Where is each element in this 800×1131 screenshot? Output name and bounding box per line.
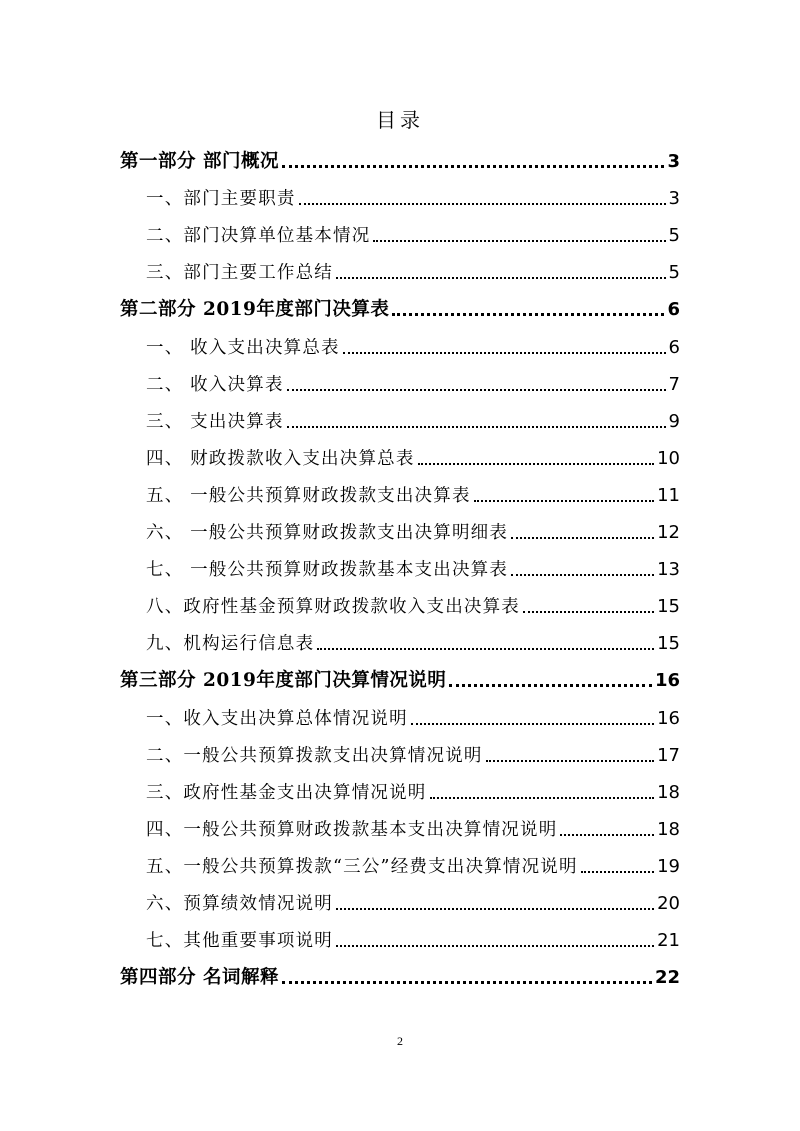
- toc-subsection-entry[interactable]: [120, 441, 680, 471]
- toc-subsection-entry[interactable]: [120, 775, 680, 805]
- toc-dot-leader: [486, 760, 654, 762]
- toc-dot-leader: [282, 165, 665, 168]
- toc-entry-title: 六、预算绩效情况说明: [146, 894, 333, 914]
- toc-entry-page-number: 3: [668, 188, 680, 210]
- toc-dot-leader: [343, 352, 666, 354]
- toc-entry-title: 三、政府性基金支出决算情况说明: [146, 782, 427, 803]
- toc-entry-page-number: 17: [657, 744, 680, 766]
- toc-dot-leader: [581, 871, 654, 873]
- toc-entry-page-number: 18: [657, 818, 680, 840]
- toc-entry-title: 二、 收入决算表: [146, 374, 284, 395]
- toc-entry-title: 一、 收入支出决算总表: [146, 337, 340, 358]
- toc-subsection-entry[interactable]: [120, 181, 680, 211]
- toc-subsection-entry[interactable]: [120, 478, 680, 508]
- toc-title: 目录: [376, 108, 424, 132]
- toc-subsection-entry[interactable]: [120, 255, 680, 285]
- toc-section-entry[interactable]: [120, 144, 680, 174]
- toc-entry-title: 第四部分 名词解释: [120, 967, 279, 989]
- toc-entry-page-number: 11: [657, 484, 680, 506]
- toc-entry-page-number: 6: [667, 299, 680, 321]
- toc-subsection-entry[interactable]: [120, 589, 680, 619]
- page-number: 2: [397, 1034, 403, 1048]
- toc-entry-title: 五、一般公共预算拨款“三公”经费支出决算情况说明: [146, 856, 578, 877]
- toc-entry-title: 七、 一般公共预算财政拨款基本支出决算表: [146, 560, 509, 581]
- toc-entry-page-number: 16: [654, 670, 680, 692]
- toc-entry-page-number: 22: [654, 967, 680, 989]
- toc-entry-title: 五、 一般公共预算财政拨款支出决算表: [146, 485, 471, 506]
- toc-dot-leader: [560, 834, 654, 836]
- toc-entry-title: 四、 财政拨款收入支出决算总表: [146, 448, 415, 469]
- toc-entry-page-number: 10: [657, 447, 680, 469]
- toc-dot-leader: [336, 908, 654, 910]
- toc-dot-leader: [511, 574, 654, 576]
- toc-dot-leader: [299, 203, 666, 205]
- toc-subsection-entry[interactable]: [120, 701, 680, 731]
- toc-subsection-entry[interactable]: [120, 626, 680, 656]
- toc-subsection-entry[interactable]: [120, 849, 680, 879]
- toc-entry-title: 一、收入支出决算总体情况说明: [146, 708, 408, 729]
- toc-entry-title: 九、机构运行信息表: [146, 634, 315, 655]
- toc-subsection-entry[interactable]: [120, 515, 680, 545]
- toc-entry-page-number: 3: [667, 151, 680, 172]
- toc-dot-leader: [282, 981, 652, 984]
- toc-subsection-entry[interactable]: [120, 367, 680, 397]
- toc-dot-leader: [418, 463, 655, 465]
- toc-subsection-entry[interactable]: [120, 738, 680, 768]
- toc-entry-page-number: 6: [668, 336, 680, 358]
- toc-subsection-entry[interactable]: [120, 218, 680, 248]
- toc-dot-leader: [287, 426, 666, 428]
- toc-entry-page-number: 15: [657, 633, 680, 655]
- toc-dot-leader: [287, 389, 666, 391]
- toc-entry-page-number: 19: [657, 855, 680, 877]
- toc-entry-title: 二、一般公共预算拨款支出决算情况说明: [146, 745, 483, 766]
- toc-entry-title: 第一部分 部门概况: [120, 151, 279, 172]
- toc-entry-title: 三、部门主要工作总结: [146, 263, 333, 284]
- toc-entry-page-number: 5: [668, 262, 680, 284]
- toc-subsection-entry[interactable]: [120, 404, 680, 434]
- toc-entry-page-number: 5: [668, 225, 680, 247]
- toc-dot-leader: [430, 797, 655, 799]
- toc-entry-title: 四、一般公共预算财政拨款基本支出决算情况说明: [146, 819, 558, 840]
- toc-subsection-entry[interactable]: [120, 812, 680, 842]
- toc-dot-leader: [336, 945, 654, 947]
- toc-dot-leader: [449, 684, 652, 687]
- toc-section-entry[interactable]: [120, 663, 680, 693]
- toc-entry-page-number: 7: [668, 373, 680, 395]
- toc-section-entry[interactable]: [120, 292, 680, 322]
- toc-entry-title: 三、 支出决算表: [146, 411, 284, 432]
- toc-dot-leader: [392, 313, 664, 316]
- toc-entry-title: 一、部门主要职责: [146, 189, 296, 210]
- toc-subsection-entry[interactable]: [120, 552, 680, 582]
- toc-entry-title: 二、部门决算单位基本情况: [146, 226, 371, 247]
- toc-entry-page-number: 9: [668, 410, 680, 432]
- toc-dot-leader: [373, 240, 665, 242]
- toc-section-entry[interactable]: [120, 960, 680, 990]
- toc-subsection-entry[interactable]: [120, 923, 680, 953]
- toc-dot-leader: [317, 648, 654, 650]
- toc-subsection-entry[interactable]: [120, 886, 680, 916]
- toc-entry-title: 六、 一般公共预算财政拨款支出决算明细表: [146, 523, 509, 543]
- toc-dot-leader: [523, 611, 654, 613]
- toc-dot-leader: [511, 537, 654, 539]
- toc-entry-page-number: 16: [657, 707, 680, 729]
- toc-entry-page-number: 18: [657, 781, 680, 803]
- toc-entry-title: 第二部分 2019年度部门决算表: [120, 299, 390, 321]
- toc-entry-page-number: 20: [657, 893, 680, 914]
- toc-dot-leader: [474, 500, 654, 502]
- toc-entry-page-number: 15: [657, 596, 680, 618]
- toc-entry-page-number: 21: [657, 930, 680, 952]
- table-of-contents: [120, 0, 680, 1131]
- toc-entry-title: 八、政府性基金预算财政拨款收入支出决算表: [146, 597, 520, 618]
- toc-entry-title: 七、其他重要事项说明: [146, 931, 333, 952]
- toc-entry-page-number: 13: [657, 559, 680, 581]
- toc-entry-page-number: 12: [657, 522, 680, 543]
- toc-subsection-entry[interactable]: [120, 330, 680, 360]
- toc-dot-leader: [411, 723, 654, 725]
- toc-dot-leader: [336, 277, 666, 279]
- toc-entry-title: 第三部分 2019年度部门决算情况说明: [120, 670, 447, 692]
